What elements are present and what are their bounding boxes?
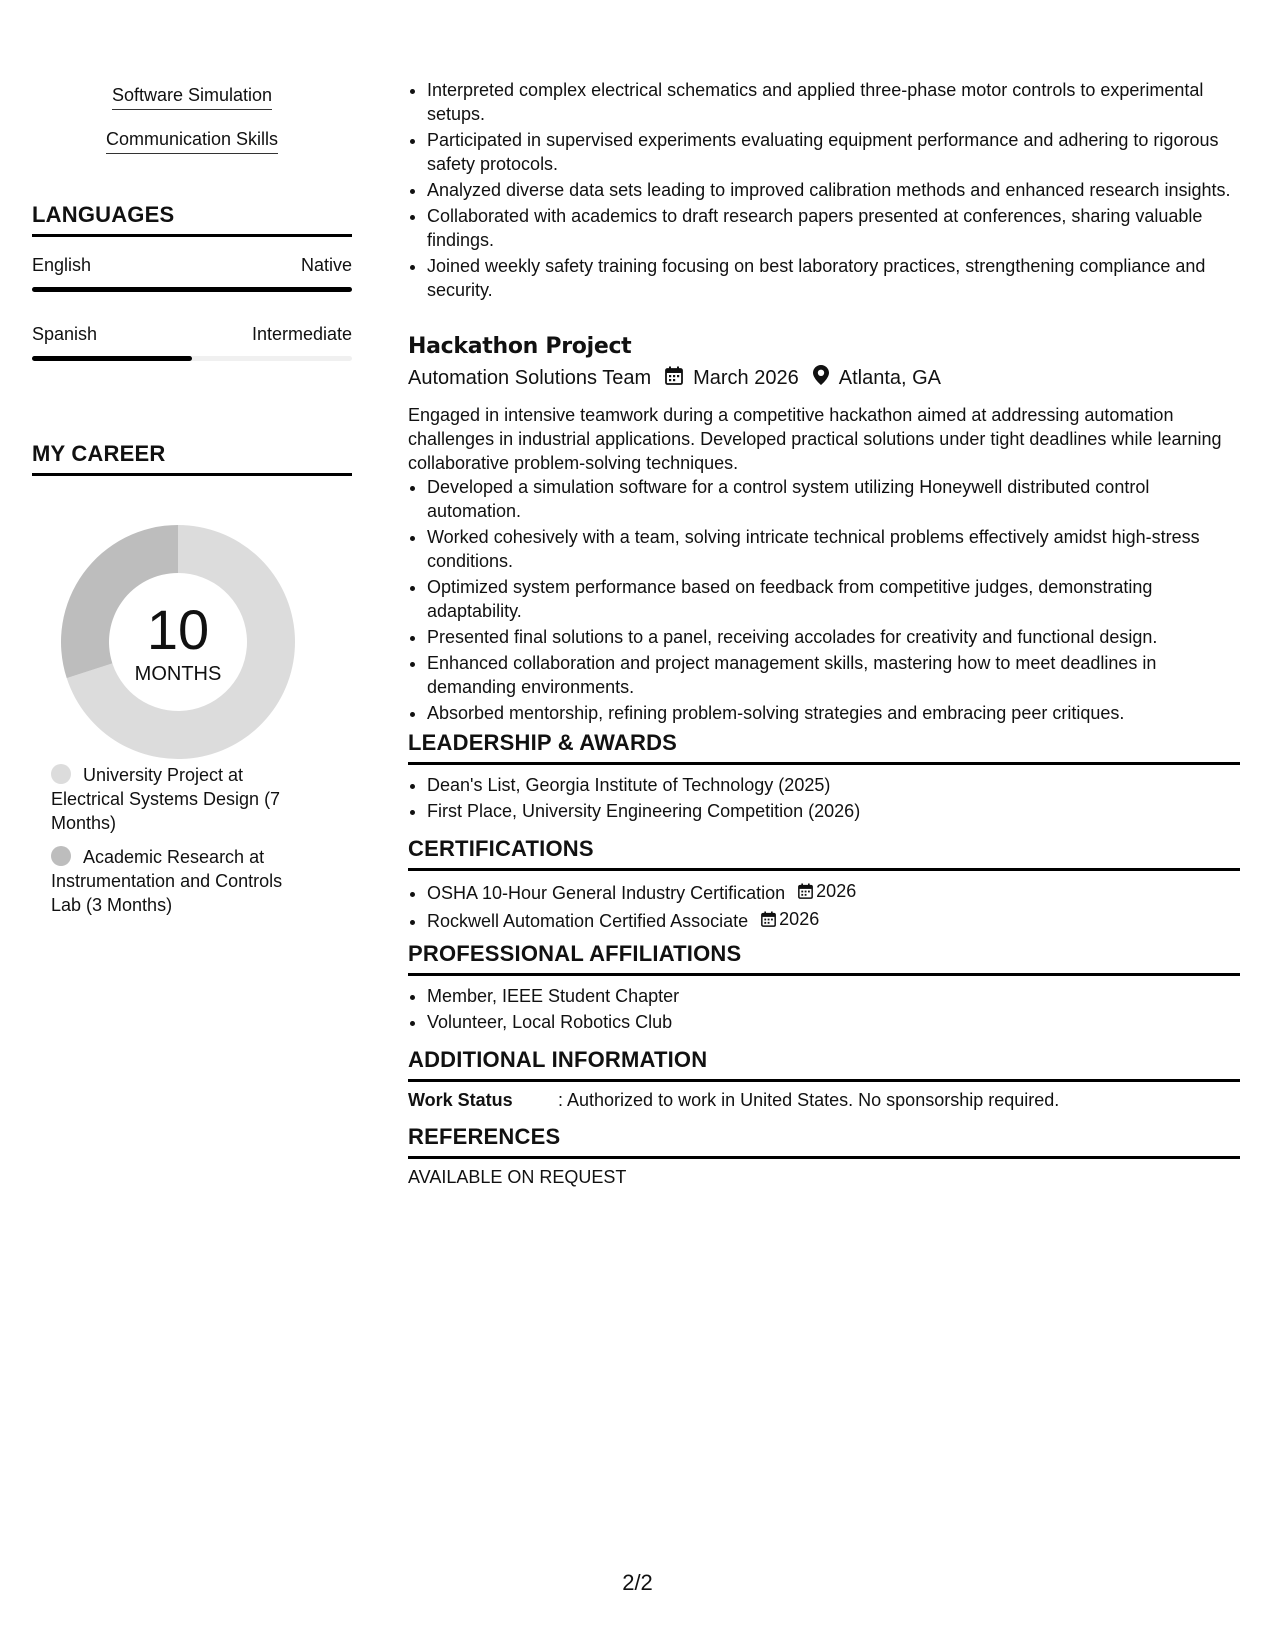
info-value: : Authorized to work in United States. No sponsorship required. (558, 1090, 1060, 1110)
list-item: • Developed a simulation software for a control system utilizing Honeywell distributed control automation. (427, 475, 1240, 523)
project-team: Automation Solutions Team (408, 366, 652, 389)
career-legend-item (51, 845, 311, 917)
career-legend-label: University Project at Electrical Systems Design (7 Months) (51, 765, 281, 833)
section-heading: LEADERSHIP & AWARDS (408, 730, 1240, 765)
calendar-icon (665, 366, 683, 391)
list-item: • Participated in supervised experiments evaluating equipment performance and adhering to rigorous safety protocols. (427, 128, 1240, 176)
list-item (427, 879, 1240, 905)
language-bar (32, 287, 352, 292)
project-location: Atlanta, GA (838, 366, 942, 389)
language-row (32, 324, 352, 374)
list-item: • Analyzed diverse data sets leading to improved calibration methods and enhanced research insights. (427, 178, 1240, 202)
certification-year: 2026 (816, 881, 857, 901)
career-legend-label: Academic Research at Instrumentation and Controls Lab (3 Months) (51, 847, 283, 915)
list-item: • Collaborated with academics to draft research papers presented at conferences, sharing valuable findings. (427, 204, 1240, 252)
section-heading: PROFESSIONAL AFFILIATIONS (408, 941, 1240, 976)
legend-dot (51, 764, 71, 784)
project-bullets (408, 475, 1240, 725)
section-heading: ADDITIONAL INFORMATION (408, 1047, 1240, 1082)
list-item: • Volunteer, Local Robotics Club (427, 1010, 1240, 1034)
references-text: AVAILABLE ON REQUEST (408, 1167, 627, 1187)
career-total: 10 (146, 598, 210, 661)
language-level: Native (300, 255, 352, 275)
calendar-icon (761, 911, 776, 927)
career-unit: MONTHS (134, 663, 222, 685)
leadership-section (408, 730, 1240, 825)
language-bar-fill (32, 356, 192, 361)
info-label: Work Status (408, 1090, 513, 1110)
location-pin-icon (813, 365, 829, 391)
career-legend-item (51, 763, 311, 835)
page-number: 2/2 (622, 1570, 653, 1595)
list-item: • Enhanced collaboration and project management skills, mastering how to meet deadlines in demanding environments. (427, 651, 1240, 699)
certification-year: 2026 (779, 909, 820, 929)
career-donut-chart (56, 520, 300, 764)
section-heading: CERTIFICATIONS (408, 836, 1240, 871)
certification-name: Rockwell Automation Certified Associate (427, 911, 749, 931)
list-item: • Presented final solutions to a panel, receiving accolades for creativity and functional design. (427, 625, 1240, 649)
project-entry (408, 334, 1240, 727)
list-item: • Optimized system performance based on feedback from competitive judges, demonstrating adaptability. (427, 575, 1240, 623)
language-level: Intermediate (251, 324, 352, 344)
languages-heading: LANGUAGES (32, 202, 352, 237)
calendar-icon (798, 883, 813, 899)
experience-bullets (408, 78, 1240, 302)
certification-name: OSHA 10-Hour General Industry Certification (427, 883, 786, 903)
info-row (408, 1090, 1240, 1111)
list-item: • Worked cohesively with a team, solving intricate technical problems effectively amidst high-stress conditions. (427, 525, 1240, 573)
additional-info-section (408, 1047, 1240, 1111)
language-bar-fill (32, 287, 352, 292)
language-row (32, 255, 352, 305)
skill-tag: Communication Skills (32, 128, 352, 154)
experience-continued (408, 78, 1240, 304)
skill-tag: Software Simulation (32, 84, 352, 110)
list-item: • Joined weekly safety training focusing on best laboratory practices, strengthening compliance and security. (427, 254, 1240, 302)
legend-dot (51, 846, 71, 866)
list-item: • Absorbed mentorship, refining problem-solving strategies and embracing peer critiques. (427, 701, 1240, 725)
project-title: Hackathon Project (408, 334, 632, 359)
list-item: • Dean's List, Georgia Institute of Technology (2025) (427, 773, 1240, 797)
list-item: • First Place, University Engineering Competition (2026) (427, 799, 1240, 823)
language-name: English (32, 255, 92, 275)
language-bar (32, 356, 352, 361)
career-heading: MY CAREER (32, 441, 352, 476)
references-section (408, 1124, 1240, 1188)
section-heading: REFERENCES (408, 1124, 1240, 1159)
project-meta (408, 365, 1240, 391)
list-item: • Interpreted complex electrical schematics and applied three-phase motor controls to experimental setups. (427, 78, 1240, 126)
certifications-section (408, 836, 1240, 935)
language-name: Spanish (32, 324, 98, 344)
project-description: Engaged in intensive teamwork during a competitive hackathon aimed at addressing automation challenges in industrial applications. Developed practical solutions under tight deadlines while learning collaborative problem-solving techniques. (408, 405, 1222, 473)
list-item (427, 907, 1240, 933)
project-date: March 2026 (693, 366, 799, 389)
affiliations-section (408, 941, 1240, 1036)
list-item: • Member, IEEE Student Chapter (427, 984, 1240, 1008)
